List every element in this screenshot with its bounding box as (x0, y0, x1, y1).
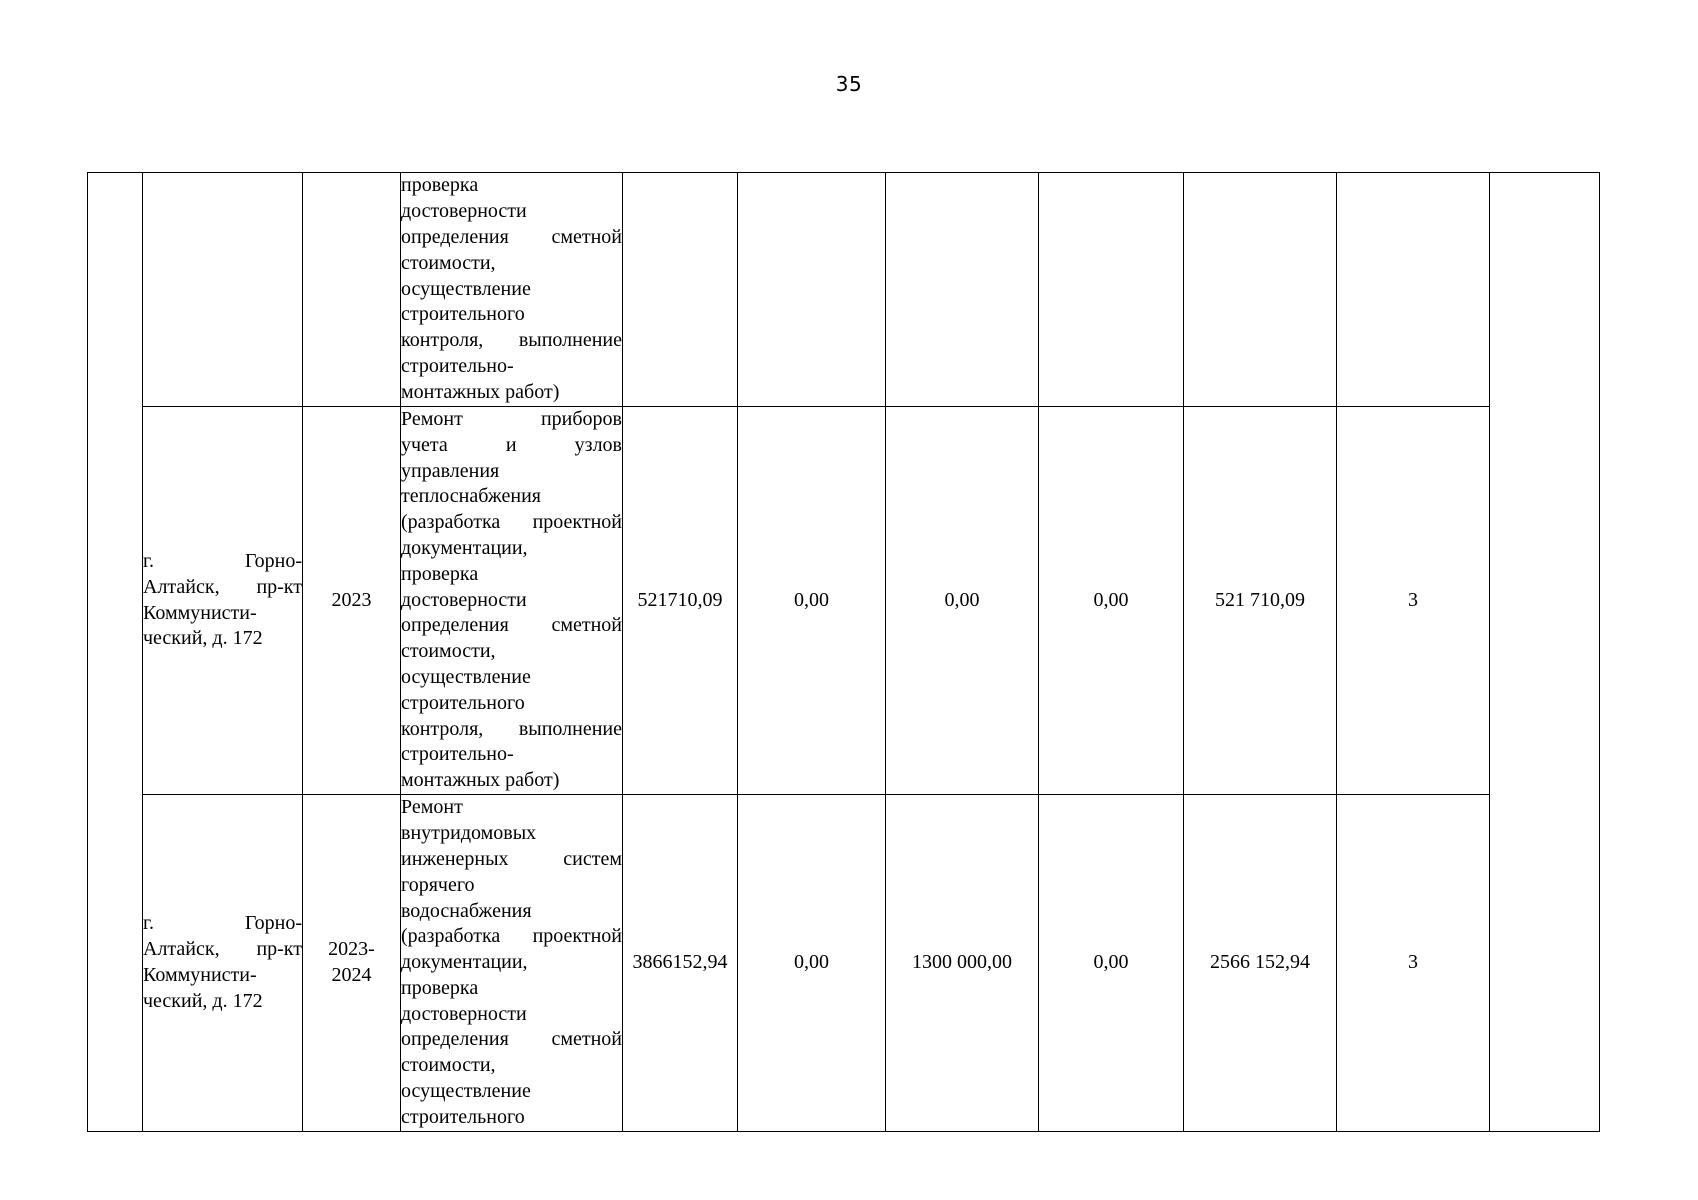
text-line: документации, (401, 537, 528, 559)
total-cost-cell: 521710,09 (623, 407, 738, 795)
priority-cell: 3 (1337, 795, 1490, 1132)
funding-c-cell: 0,00 (1039, 795, 1184, 1132)
funding-d-cell: 2566 152,94 (1184, 795, 1337, 1132)
text-line: определения сметной (401, 226, 622, 248)
text-line: Коммунисти- (143, 601, 257, 624)
data-table (87, 172, 1600, 1132)
text-line: стоимости, (401, 640, 496, 663)
text-line: теплоснабжения (401, 485, 541, 508)
text-line: ческий, д. 172 (143, 989, 263, 1012)
text-line: внутридомовых (401, 822, 537, 845)
address-cell (143, 173, 303, 407)
funding-d-cell (1184, 173, 1337, 407)
funding-a-cell: 0,00 (738, 407, 886, 795)
text-line: проверка (401, 976, 479, 999)
text-line: Алтайск, пр-кт (143, 575, 302, 598)
period-cell (303, 795, 401, 1132)
period-cell (303, 173, 401, 407)
text-line: 2023- (328, 938, 375, 961)
text-line: контроля, выполнение (401, 717, 622, 740)
notes-cell (1490, 173, 1600, 1132)
total-cost-cell: 3866152,94 (623, 795, 738, 1132)
funding-a-cell (738, 173, 886, 407)
text-line: осуществление (401, 277, 531, 300)
text-line: Ремонт (401, 796, 463, 819)
text-line: (разработка проектной (401, 925, 622, 948)
funding-b-cell: 0,00 (886, 407, 1039, 795)
text-line: (разработка проектной (401, 511, 622, 534)
text-line: 2024 (331, 964, 372, 986)
text-line: ческий, д. 172 (143, 627, 263, 650)
text-line: водоснабжения (401, 899, 532, 922)
description-cell (401, 795, 623, 1132)
text-line: достоверности (401, 1002, 527, 1025)
address-cell (143, 407, 303, 795)
text-line: осуществление (401, 665, 531, 688)
text-line: Ремонт приборов (401, 408, 622, 431)
text-line: управления (401, 459, 500, 482)
text-line: г. Горно- (143, 912, 302, 935)
funding-b-cell: 1300 000,00 (886, 795, 1039, 1132)
text-line: достоверности (401, 588, 527, 611)
text-line: учета и узлов (401, 433, 622, 456)
description-cell (401, 173, 623, 407)
funding-d-cell: 521 710,09 (1184, 407, 1337, 795)
total-cost-cell (623, 173, 738, 407)
table-row (88, 173, 1600, 407)
priority-cell (1337, 173, 1490, 407)
address-cell (143, 795, 303, 1132)
table-row (88, 795, 1600, 1132)
text-line: строительного (401, 691, 525, 714)
funding-c-cell: 0,00 (1039, 407, 1184, 795)
page-number: 35 (835, 72, 863, 96)
funding-a-cell: 0,00 (738, 795, 886, 1132)
text-line: достоверности (401, 200, 527, 223)
text-line: инженерных систем (401, 847, 622, 870)
text-line: Алтайск, пр-кт (143, 938, 302, 961)
description-cell (401, 407, 623, 795)
text-line: строительно- (401, 743, 514, 766)
text-line: проверка (401, 562, 479, 585)
row-number-cell (88, 173, 143, 1132)
text-line: монтажных работ) (401, 380, 560, 403)
priority-cell: 3 (1337, 407, 1490, 795)
text-line: определения сметной (401, 1028, 622, 1051)
funding-b-cell (886, 173, 1039, 407)
text-line: г. Горно- (143, 549, 302, 572)
text-line: строительного (401, 303, 525, 326)
text-line: документации, (401, 951, 528, 974)
text-line: строительно- (401, 354, 514, 377)
text-line: стоимости, (401, 1054, 496, 1077)
text-line: Коммунисти- (143, 964, 257, 986)
funding-c-cell (1039, 173, 1184, 407)
text-line: проверка (401, 174, 479, 197)
text-line: определения сметной (401, 614, 622, 637)
text-line: осуществление (401, 1080, 531, 1103)
text-line: строительного (401, 1105, 525, 1128)
period-cell (303, 407, 401, 795)
table-row (88, 407, 1600, 795)
text-line: горячего (401, 873, 475, 896)
text-line: стоимости, (401, 251, 496, 274)
text-line: монтажных работ) (401, 769, 560, 792)
text-line: 2023 (331, 588, 372, 611)
text-line: контроля, выполнение (401, 329, 622, 352)
